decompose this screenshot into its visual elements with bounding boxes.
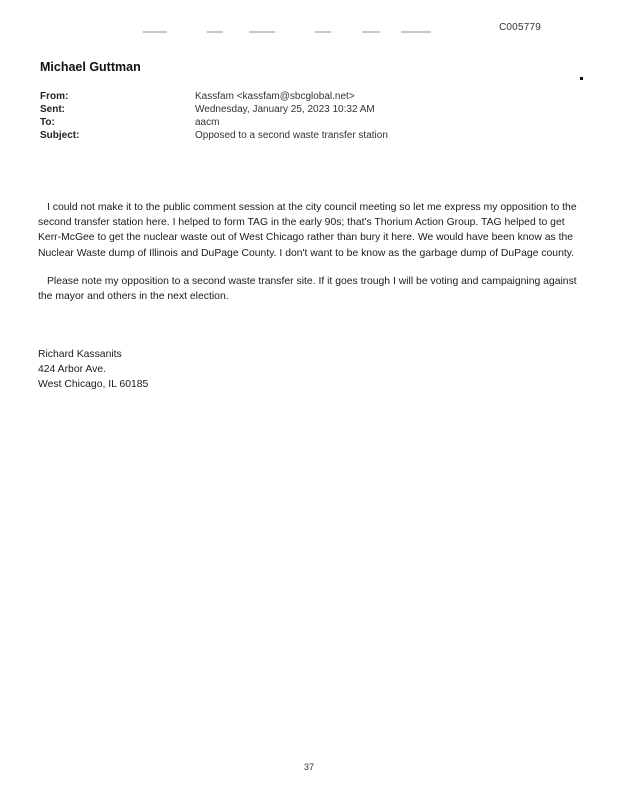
signature-city: West Chicago, IL 60185 (38, 379, 149, 391)
to-label: To: (40, 117, 55, 128)
scan-mark (580, 77, 583, 80)
redaction-mark (362, 31, 380, 33)
signature-name: Richard Kassanits (38, 349, 122, 360)
body-paragraph: I could not make it to the public comment session at the city council meeting so let me express my opposition to the second transfer station here. I helped to form TAG in the early 90s; that's Thorium Action Group. TAG helped to get Kerr-McGee to get the nuclear waste out of West Chicago rather than bury it here. We would have been know as the Nuclear Waste dump of Illinois and DuPage County. I don't want to be know as the garbage dump of DuPage county. (38, 202, 577, 259)
signature-street: 424 Arbor Ave. (38, 364, 106, 376)
redaction-mark (207, 31, 223, 33)
header-row-sent (40, 103, 540, 116)
redaction-mark (143, 31, 167, 33)
redaction-mark (315, 31, 331, 33)
redaction-mark (249, 31, 275, 33)
to-value: aacm (195, 117, 220, 128)
recipient-name: Michael Guttman (40, 60, 141, 74)
email-header (40, 90, 540, 142)
sent-label: Sent: (40, 104, 65, 115)
header-row-subject (40, 129, 540, 142)
email-body (38, 200, 586, 317)
header-row-to (40, 116, 540, 129)
from-value: Kassfam <kassfam@sbcglobal.net> (195, 91, 355, 102)
redaction-mark (401, 31, 431, 33)
page-number: 37 (303, 762, 314, 772)
subject-value: Opposed to a second waste transfer station (195, 130, 388, 141)
subject-label: Subject: (40, 130, 80, 141)
sent-value: Wednesday, January 25, 2023 10:32 AM (195, 104, 375, 115)
signature-block (38, 347, 148, 393)
bates-number: C005779 (499, 22, 541, 33)
from-label: From: (40, 91, 69, 102)
body-paragraph: Please note my opposition to a second waste transfer site. If it goes trough I will be voting and campaigning against the mayor and others in the next election. (38, 275, 577, 303)
header-row-from (40, 90, 540, 103)
